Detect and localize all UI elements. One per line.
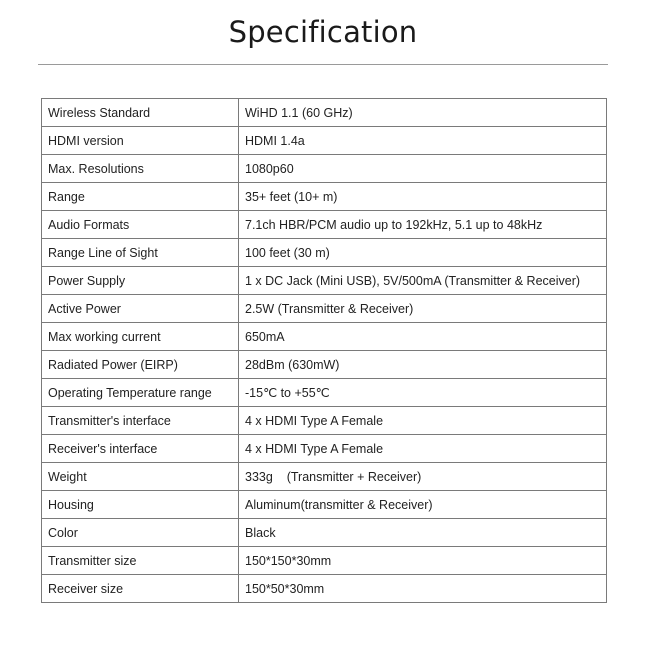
spec-label: Audio Formats: [42, 211, 239, 239]
spec-label: Max. Resolutions: [42, 155, 239, 183]
spec-value: 35+ feet (10+ m): [239, 183, 607, 211]
spec-label: Wireless Standard: [42, 99, 239, 127]
spec-value: Black: [239, 519, 607, 547]
table-row: [42, 547, 607, 575]
table-row: [42, 295, 607, 323]
spec-value: 1 x DC Jack (Mini USB), 5V/500mA (Transmitter & Receiver): [239, 267, 607, 295]
spec-value: 650mA: [239, 323, 607, 351]
specification-table: [41, 98, 607, 603]
table-row: [42, 463, 607, 491]
spec-value: HDMI 1.4a: [239, 127, 607, 155]
spec-label: Weight: [42, 463, 239, 491]
table-row: [42, 239, 607, 267]
spec-label: Color: [42, 519, 239, 547]
table-row: [42, 183, 607, 211]
spec-label: Operating Temperature range: [42, 379, 239, 407]
spec-value: Aluminum(transmitter & Receiver): [239, 491, 607, 519]
page-title: Specification: [228, 15, 418, 49]
spec-label: Range Line of Sight: [42, 239, 239, 267]
spec-value: 100 feet (30 m): [239, 239, 607, 267]
spec-value: 4 x HDMI Type A Female: [239, 435, 607, 463]
spec-label: Max working current: [42, 323, 239, 351]
table-row: [42, 519, 607, 547]
spec-label: Range: [42, 183, 239, 211]
spec-value: -15℃ to +55℃: [239, 379, 607, 407]
spec-label: HDMI version: [42, 127, 239, 155]
spec-value: WiHD 1.1 (60 GHz): [239, 99, 607, 127]
spec-label: Transmitter size: [42, 547, 239, 575]
table-row: [42, 323, 607, 351]
spec-value: 4 x HDMI Type A Female: [239, 407, 607, 435]
spec-value: 1080p60: [239, 155, 607, 183]
spec-value: 333g (Transmitter + Receiver): [239, 463, 607, 491]
table-row: [42, 575, 607, 603]
spec-label: Receiver's interface: [42, 435, 239, 463]
spec-label: Radiated Power (EIRP): [42, 351, 239, 379]
table-row: [42, 127, 607, 155]
spec-value: 150*150*30mm: [239, 547, 607, 575]
table-row: [42, 99, 607, 127]
spec-label: Housing: [42, 491, 239, 519]
spec-label: Power Supply: [42, 267, 239, 295]
spec-value: 2.5W (Transmitter & Receiver): [239, 295, 607, 323]
table-row: [42, 211, 607, 239]
table-row: [42, 379, 607, 407]
spec-value: 7.1ch HBR/PCM audio up to 192kHz, 5.1 up to 48kHz: [239, 211, 607, 239]
table-row: [42, 155, 607, 183]
table-row: [42, 351, 607, 379]
spec-value: 150*50*30mm: [239, 575, 607, 603]
spec-label: Receiver size: [42, 575, 239, 603]
spec-value: 28dBm (630mW): [239, 351, 607, 379]
title-divider: [38, 64, 608, 65]
table-row: [42, 491, 607, 519]
table-row: [42, 435, 607, 463]
table-row: [42, 267, 607, 295]
spec-label: Transmitter's interface: [42, 407, 239, 435]
spec-label: Active Power: [42, 295, 239, 323]
table-row: [42, 407, 607, 435]
